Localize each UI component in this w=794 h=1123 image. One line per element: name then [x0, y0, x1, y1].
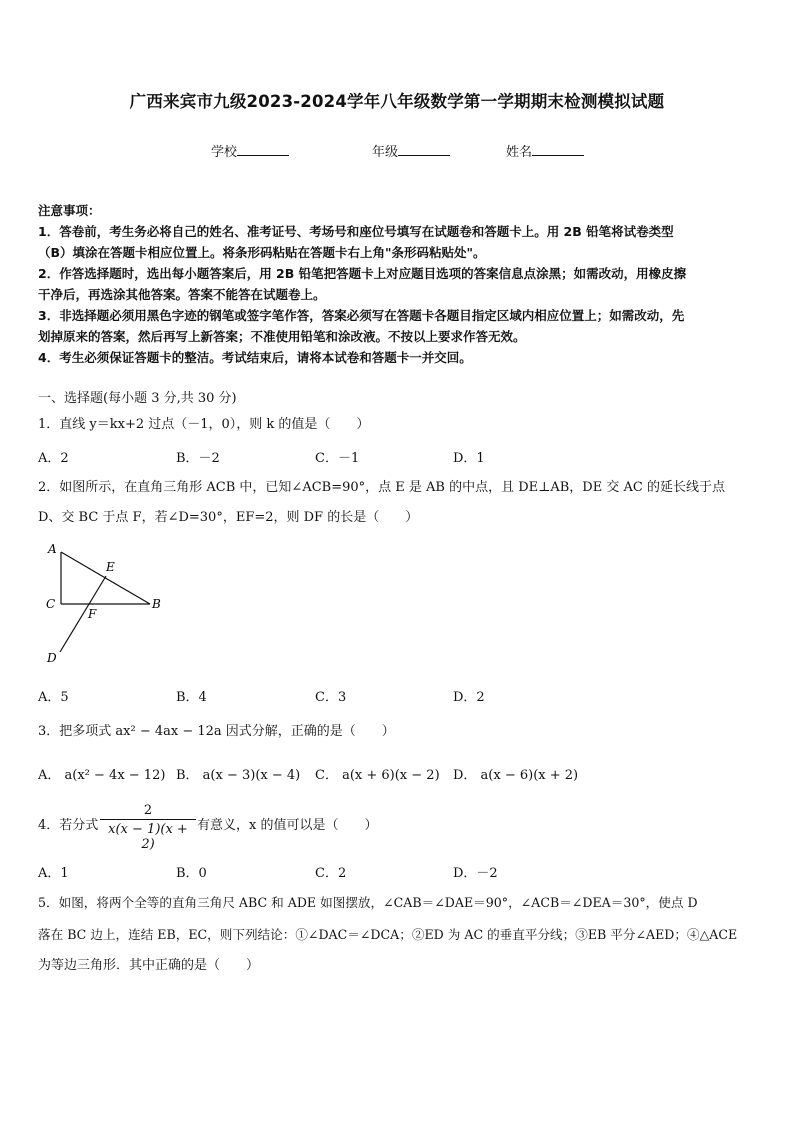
label-a: A — [48, 542, 57, 556]
label-f: F — [88, 607, 97, 621]
question-3-stem: 3．把多项式 ax² − 4ax − 12a 因式分解，正确的是（ ） — [38, 724, 395, 739]
school-label: 学校 — [211, 145, 238, 160]
label-e: E — [106, 560, 115, 574]
page-title: 广西来宾市九级2023-2024学年八年级数学第一学期期末检测模拟试题 — [129, 92, 665, 111]
q4-option-d[interactable]: D．－2 — [453, 866, 498, 881]
q3-option-b[interactable]: B． a(x − 3)(x − 4) — [176, 768, 301, 783]
notice-line: 1．答卷前，考生务必将自己的姓名、准考证号、考场号和座位号填写在试题卷和答题卡上。用 2B 铅笔将试卷类型 — [38, 224, 674, 239]
question-5-line3: 为等边三角形．其中正确的是（ ） — [38, 958, 260, 973]
label-c: C — [46, 597, 56, 611]
q2-option-a[interactable]: A．5 — [38, 690, 69, 705]
notice-line: （B）填涂在答题卡相应位置上。将条形码粘贴在答题卡右上角"条形码粘贴处"。 — [38, 245, 486, 260]
name-field[interactable] — [506, 141, 584, 160]
segment-ed — [60, 576, 106, 652]
q4-numerator: 2 — [100, 803, 196, 820]
q4-option-b[interactable]: B．0 — [176, 866, 207, 881]
q2-option-b[interactable]: B．4 — [176, 690, 207, 705]
question-5-line1: 5．如图，将两个全等的直角三角尺 ABC 和 ADE 如图摆放，∠CAB＝∠DAE＝90°，∠ACB＝∠DEA＝30°，使点 D — [38, 895, 698, 910]
q3-option-d[interactable]: D． a(x − 6)(x + 2) — [453, 768, 579, 783]
label-d: D — [47, 651, 57, 665]
notice-line: 划掉原来的答案，然后再写上新答案；不准使用铅笔和涂改液。不按以上要求作答无效。 — [38, 329, 526, 344]
question-2-stem-line2: D、交 BC 于点 F，若∠D=30°，EF=2，则 DF 的长是（ ） — [38, 510, 419, 525]
q1-option-d[interactable]: D．1 — [453, 451, 485, 466]
notice-line: 干净后，再选涂其他答案。答案不能答在试题卷上。 — [38, 287, 326, 302]
notice-line: 4．考生必须保证答题卡的整洁。考试结束后，请将本试卷和答题卡一并交回。 — [38, 350, 472, 365]
q3-option-a[interactable]: A． a(x² − 4x − 12) — [38, 768, 166, 783]
school-blank[interactable] — [237, 143, 289, 156]
q4-fraction — [100, 803, 196, 852]
notice-line: 3．非选择题必须用黑色字迹的钢笔或签字笔作答，答案必须写在答题卡各题目指定区域内相应位置上；如需改动，先 — [38, 308, 685, 323]
q1-option-b[interactable]: B．－2 — [176, 451, 220, 466]
grade-label: 年级 — [372, 145, 399, 160]
notice-heading: 注意事项： — [38, 203, 101, 218]
question-1-stem: 1．直线 y＝kx+2 过点（－1，0），则 k 的值是（ ） — [38, 417, 370, 432]
q1-option-c[interactable]: C．－1 — [315, 451, 360, 466]
grade-field[interactable] — [372, 141, 450, 160]
q2-triangle-figure — [40, 540, 170, 670]
name-label: 姓名 — [506, 145, 533, 160]
q4-denominator: x(x − 1)(x + 2) — [108, 822, 188, 852]
question-5-line2: 落在 BC 边上，连结 EB，EC，则下列结论：①∠DAC＝∠DCA；②ED 为 AC 的垂直平分线；③EB 平分∠AED；④△ACE — [38, 927, 738, 942]
section-heading: 一、选择题(每小题 3 分,共 30 分) — [38, 391, 237, 406]
q4-option-c[interactable]: C．2 — [315, 866, 347, 881]
q2-option-d[interactable]: D．2 — [453, 690, 485, 705]
question-2-stem-line1: 2．如图所示，在直角三角形 ACB 中，已知∠ACB=90°，点 E 是 AB 的中点，且 DE⊥AB，DE 交 AC 的延长线于点 — [38, 480, 725, 495]
q2-option-c[interactable]: C．3 — [315, 690, 347, 705]
q3-option-c[interactable]: C． a(x + 6)(x − 2) — [315, 768, 440, 783]
grade-blank[interactable] — [398, 143, 450, 156]
q1-option-a[interactable]: A．2 — [38, 451, 69, 466]
school-field[interactable] — [211, 141, 289, 160]
question-4-suffix: 有意义，x 的值可以是（ ） — [197, 818, 378, 833]
name-blank[interactable] — [532, 143, 584, 156]
label-b: B — [152, 597, 161, 611]
q4-option-a[interactable]: A．1 — [38, 866, 69, 881]
question-4-prefix: 4．若分式 — [38, 818, 99, 833]
notice-line: 2．作答选择题时，选出每小题答案后，用 2B 铅笔把答题卡上对应题目选项的答案信息点涂黑；如需改动，用橡皮擦 — [38, 266, 687, 281]
